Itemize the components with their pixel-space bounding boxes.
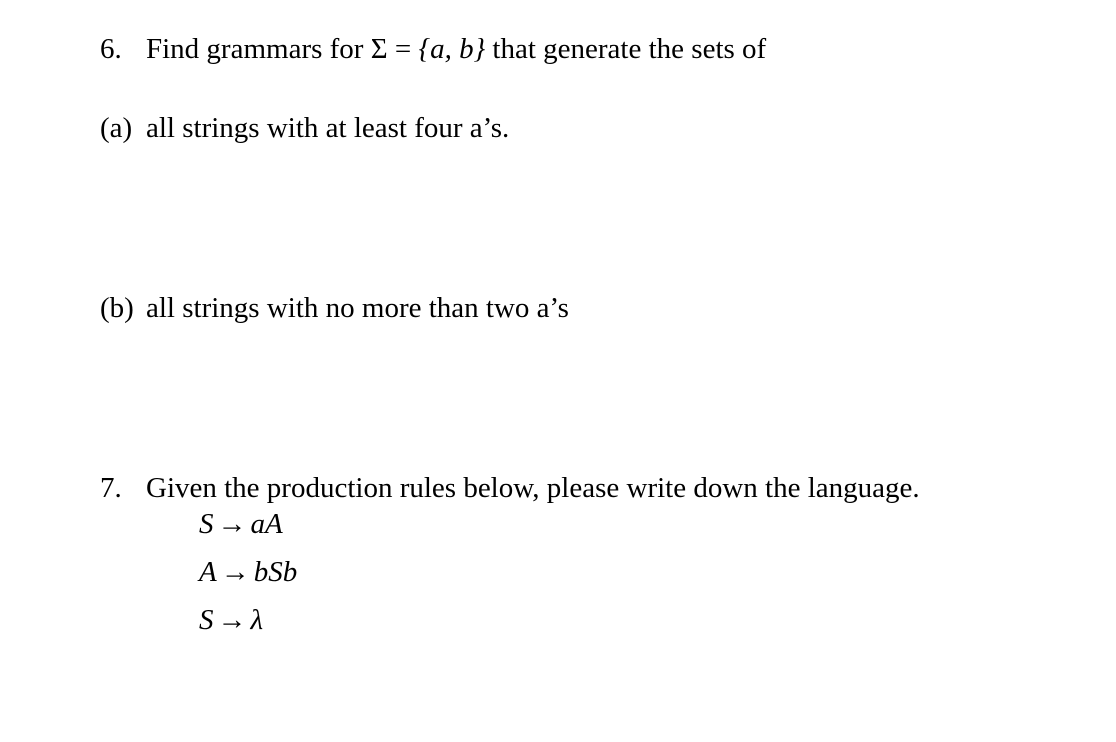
question-7-text: Given the production rules below, please write down the language. [146,472,920,504]
sigma-symbol: Σ [370,33,388,65]
production-rule [199,603,263,637]
question-7 [100,471,920,505]
part-b [100,291,569,325]
production-lhs: S [199,604,214,636]
question-6 [100,32,766,66]
production-lhs: S [199,508,214,540]
production-lhs: A [199,556,217,588]
equals-sign: = [387,33,419,65]
production-rule [199,555,297,589]
question-7-number: 7. [100,472,122,504]
production-rhs: λ [250,604,264,636]
production-rhs: aA [250,508,283,540]
right-arrow-icon: → [220,556,250,588]
production-rule [199,507,283,541]
right-arrow-icon: → [217,508,247,540]
right-arrow-icon: → [217,604,247,636]
question-6-text-before: Find grammars for [146,33,371,65]
question-6-number: 6. [100,33,122,65]
part-b-text: all strings with no more than two a’s [146,292,569,324]
part-a-text: all strings with at least four a’s. [146,112,510,144]
alphabet-set: {a, b} [418,33,486,65]
part-a [100,111,509,145]
part-a-label: (a) [100,112,133,144]
production-rhs: bSb [253,556,298,588]
part-b-label: (b) [100,292,134,324]
question-6-text-after: that generate the sets of [485,33,767,65]
